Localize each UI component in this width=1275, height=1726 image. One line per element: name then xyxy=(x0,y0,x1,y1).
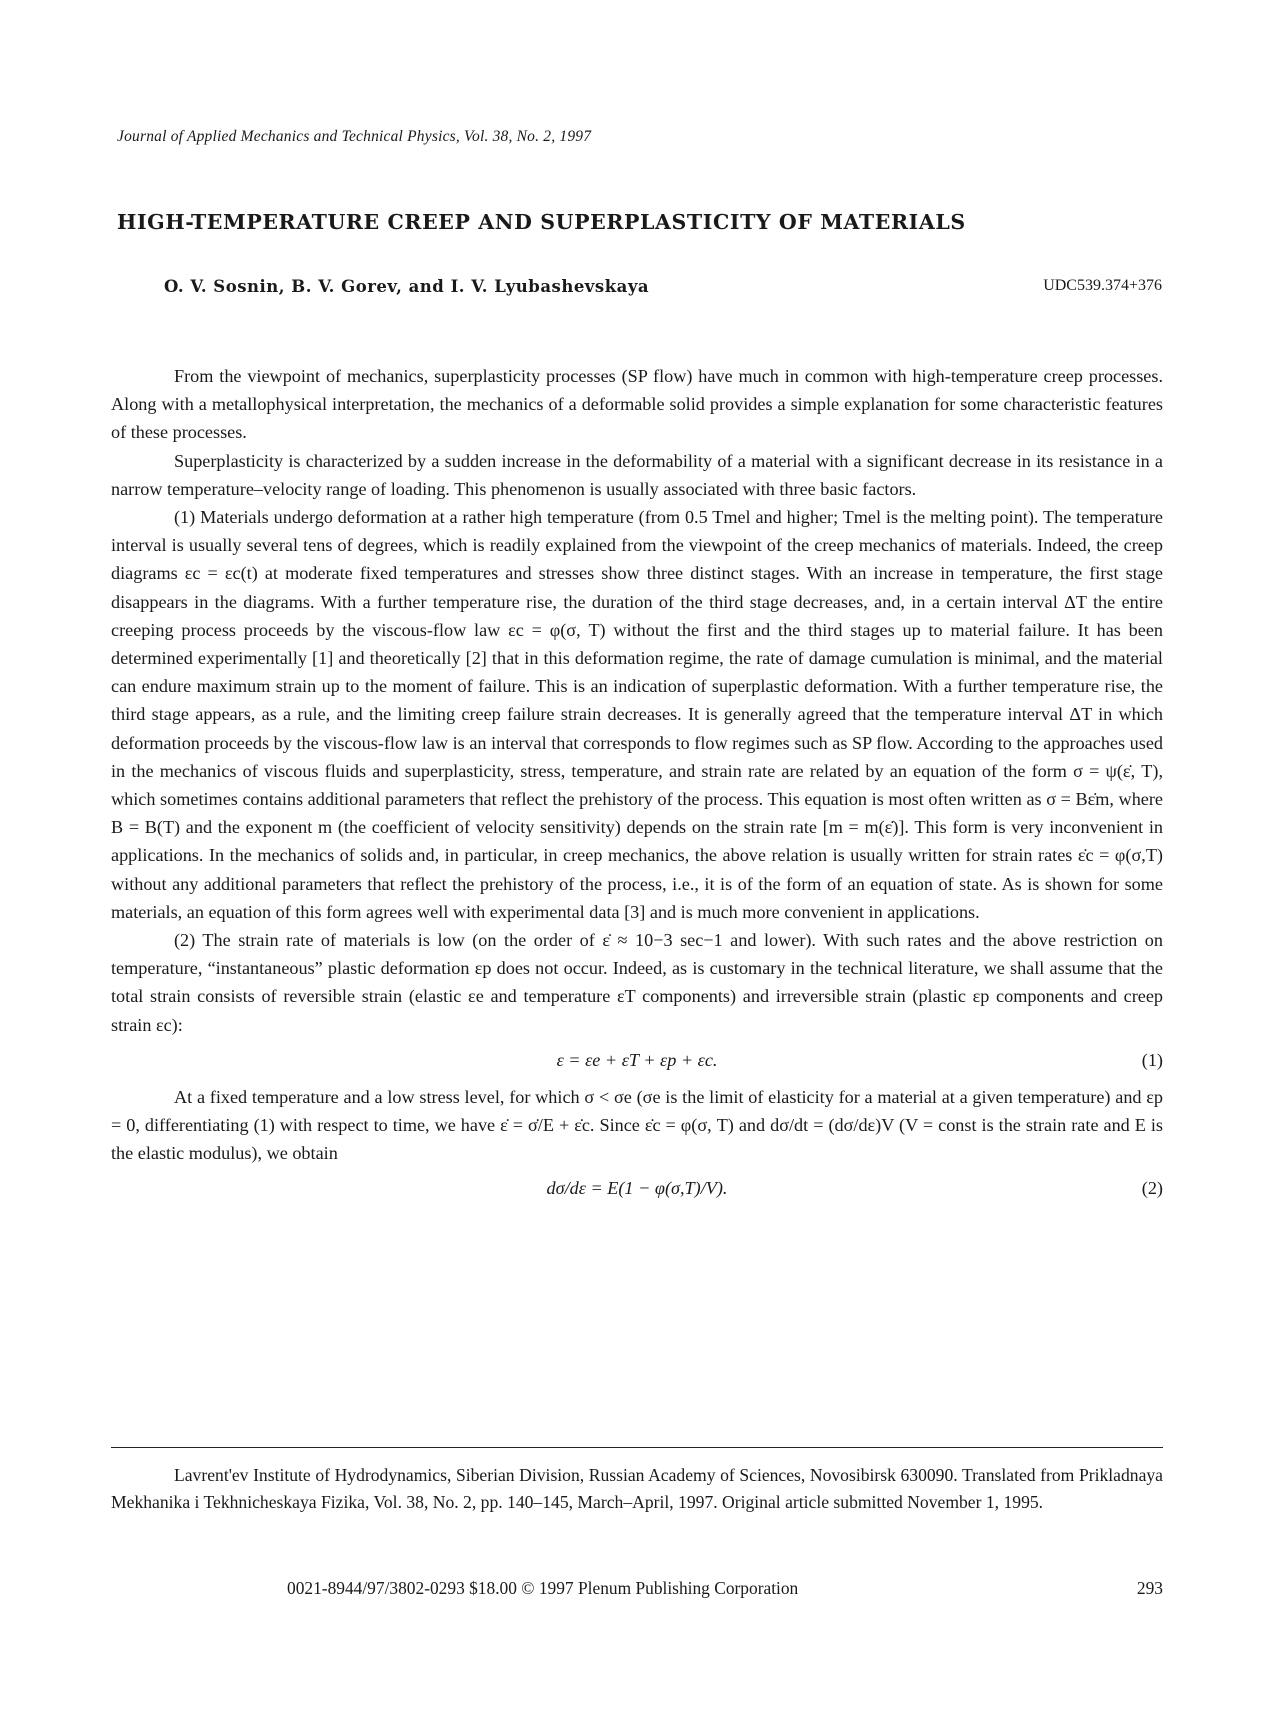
article-body xyxy=(111,362,1163,1211)
footnote-divider xyxy=(111,1447,1163,1448)
copyright-code: 0021-8944/97/3802-0293 $18.00 © 1997 Plenum Publishing Corporation xyxy=(287,1578,799,1598)
paragraph-1: From the viewpoint of mechanics, superplasticity processes (SP flow) have much in common with high-temperature creep processes. Along with a metallophysical interpretation, the mechanics of a deformable solid provides a simple explanation for some characteristic features of these processes. xyxy=(111,366,1163,443)
article-authors: O. V. Sosnin, B. V. Gorev, and I. V. Lyubashevskaya xyxy=(164,277,650,296)
paragraph-5: At a fixed temperature and a low stress level, for which σ < σe (σe is the limit of elasticity for a material at a given temperature) and εp = 0, differentiating (1) with respect to time, we have ε̇ = σ̇/E + ε̇c. Since ε̇c = φ(σ, T) and dσ/dt = (dσ/dε)V (V = const is the strain rate and E is the elastic modulus), we obtain xyxy=(111,1086,1163,1164)
udc-code: UDC539.374+376 xyxy=(1043,277,1162,294)
equation-1-formula: ε = εe + εT + εp + εc. xyxy=(556,1049,718,1070)
paragraph-4: (2) The strain rate of materials is low (on the order of ε̇ ≈ 10−3 sec−1 and lower). With such rates and the above restriction on temperature, “instantaneous” plastic deformation εp does not occur. Indeed, as is customary in the technical literature, we shall assume that the total strain consists of reversible strain (elastic εe and temperature εT components) and irreversible strain (plastic εp components and creep strain εc): xyxy=(111,930,1163,1035)
equation-2-formula: dσ/dε = E(1 − φ(σ,T)/V). xyxy=(546,1178,728,1199)
equation-1-number: (1) xyxy=(1141,1049,1163,1070)
equation-2 xyxy=(111,1167,1163,1211)
affiliation-footnote xyxy=(111,1462,1163,1516)
equation-2-number: (2) xyxy=(1141,1178,1163,1199)
paragraph-3: (1) Materials undergo deformation at a rather high temperature (from 0.5 Tmel and higher; Tmel is the melting point). The temperature interval is usually several tens of degrees, which is readily explained from the viewpoint of the creep mechanics of materials. Indeed, the creep diagrams εc = εc(t) at moderate fixed temperatures and stresses show three distinct stages. With an increase in temperature, the first stage disappears in the diagrams. With a further temperature rise, the duration of the third stage decreases, and, in a certain interval ΔT the entire creeping process proceeds by the viscous-flow law εc = φ(σ, T) without the first and the third stages up to material failure. It has been determined experimentally [1] and theoretically [2] that in this deformation regime, the rate of damage cumulation is minimal, and the material can endure maximum strain up to the moment of failure. This is an indication of superplastic deformation. With a further temperature rise, the third stage appears, as a rule, and the limiting creep failure strain decreases. It is generally agreed that the temperature interval ΔT in which deformation proceeds by the viscous-flow law is an interval that corresponds to flow regimes such as SP flow. According to the approaches used in the mechanics of viscous fluids and superplasticity, stress, temperature, and strain rate are related by an equation of the form σ = ψ(ε̇, T), which sometimes contains additional parameters that reflect the prehistory of the process. This equation is most often written as σ = Bε̇m, where B = B(T) and the exponent m (the coefficient of velocity sensitivity) depends on the strain rate [m = m(ε̇)]. This form is very inconvenient in applications. In the mechanics of solids and, in particular, in creep mechanics, the above relation is usually written for strain rates ε̇c = φ(σ,T) without any additional parameters that reflect the prehistory of the process, i.e., it is of the form of an equation of state. As is shown for some materials, an equation of this form agrees well with experimental data [3] and is much more convenient in applications. xyxy=(111,507,1163,922)
article-title: HIGH-TEMPERATURE CREEP AND SUPERPLASTICITY OF MATERIALS xyxy=(117,210,966,234)
journal-citation: Journal of Applied Mechanics and Technical Physics, Vol. 38, No. 2, 1997 xyxy=(117,128,592,145)
page-number: 293 xyxy=(1136,1578,1163,1598)
paragraph-2: Superplasticity is characterized by a sudden increase in the deformability of a material with a significant decrease in its resistance in a narrow temperature–velocity range of loading. This phenomenon is usually associated with three basic factors. xyxy=(111,450,1163,499)
footnote-text: Lavrent'ev Institute of Hydrodynamics, Siberian Division, Russian Academy of Sciences, Novosibirsk 630090. Translated from Prikladnaya Mekhanika i Tekhnicheskaya Fizika, Vol. 38, No. 2, pp. 140–145, March–April, 1997. Original article submitted November 1, 1995. xyxy=(111,1465,1163,1512)
equation-1 xyxy=(111,1039,1163,1083)
